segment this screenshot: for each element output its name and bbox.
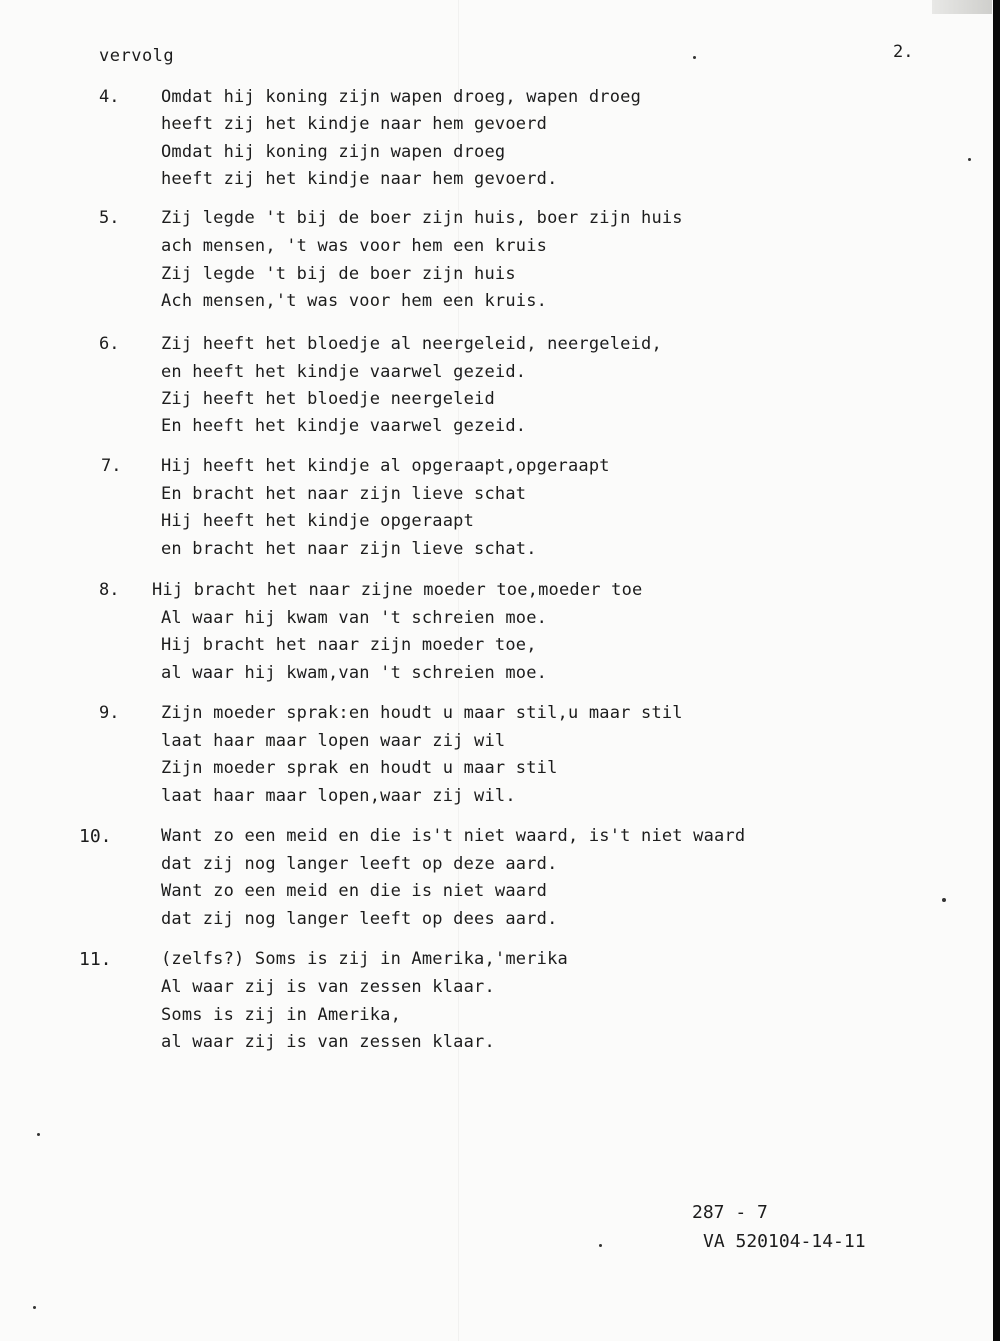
verse-line: Zij heeft het bloedje al neergeleid, neergeleid, — [161, 334, 662, 354]
stanza-number: 5. — [99, 208, 120, 228]
archive-code-2: VA 520104-14-11 — [703, 1231, 866, 1252]
verse-line: heeft zij het kindje naar hem gevoerd. — [161, 169, 558, 189]
verse-line: Al waar zij is van zessen klaar. — [161, 977, 495, 997]
verse-line: Hij heeft het kindje opgeraapt — [161, 511, 475, 531]
verse-line: Want zo een meid en die is niet waard — [161, 881, 548, 901]
stanza-number: 11. — [79, 949, 112, 970]
verse-line: Want zo een meid en die is't niet waard, is't niet waard — [161, 826, 746, 846]
scan-speck — [968, 158, 971, 161]
scan-edge — [993, 0, 1000, 1341]
verse-line: Zij legde 't bij de boer zijn huis, boer zijn huis — [161, 208, 683, 228]
verse-line: Hij heeft het kindje al opgeraapt,opgeraapt — [161, 456, 610, 476]
verse-line: Hij bracht het naar zijn moeder toe, — [161, 635, 537, 655]
stanza-number: 10. — [79, 826, 112, 847]
verse-line: al waar hij kwam,van 't schreien moe. — [161, 663, 548, 683]
verse-line: Ach mensen,'t was voor hem een kruis. — [161, 291, 548, 311]
verse-line: (zelfs?) Soms is zij in Amerika,'merika — [161, 949, 568, 969]
verse-line: Zij legde 't bij de boer zijn huis — [161, 264, 516, 284]
verse-line: dat zij nog langer leeft op dees aard. — [161, 909, 558, 929]
verse-line: Hij bracht het naar zijne moeder toe,moeder toe — [152, 580, 643, 600]
archive-code-1: 287 - 7 — [692, 1202, 768, 1223]
verse-line: Zijn moeder sprak:en houdt u maar stil,u maar stil — [161, 703, 683, 723]
verse-line: ach mensen, 't was voor hem een kruis — [161, 236, 548, 256]
verse-line: heeft zij het kindje naar hem gevoerd — [161, 114, 548, 134]
scan-speck — [37, 1133, 40, 1136]
verse-line: Al waar hij kwam van 't schreien moe. — [161, 608, 548, 628]
scan-speck — [942, 898, 946, 902]
verse-line: en bracht het naar zijn lieve schat. — [161, 539, 537, 559]
scan-speck — [33, 1306, 36, 1309]
verse-line: Omdat hij koning zijn wapen droeg, wapen droeg — [161, 87, 642, 107]
verse-line: laat haar maar lopen,waar zij wil. — [161, 786, 516, 806]
stanza-number: 9. — [99, 703, 120, 723]
verse-line: laat haar maar lopen waar zij wil — [161, 731, 506, 751]
verse-line: Zijn moeder sprak en houdt u maar stil — [161, 758, 558, 778]
verse-line: dat zij nog langer leeft op deze aard. — [161, 854, 558, 874]
verse-line: Omdat hij koning zijn wapen droeg — [161, 142, 506, 162]
verse-line: En bracht het naar zijn lieve schat — [161, 484, 527, 504]
header-continued-label: vervolg — [99, 46, 175, 66]
torn-corner — [932, 0, 992, 14]
verse-line: al waar zij is van zessen klaar. — [161, 1032, 495, 1052]
stanza-number: 7. — [101, 456, 122, 476]
verse-line: Zij heeft het bloedje neergeleid — [161, 389, 495, 409]
verse-line: Soms is zij in Amerika, — [161, 1005, 402, 1025]
stanza-number: 4. — [99, 87, 120, 107]
verse-line: en heeft het kindje vaarwel gezeid. — [161, 362, 527, 382]
verse-line: En heeft het kindje vaarwel gezeid. — [161, 416, 527, 436]
stanza-number: 6. — [99, 334, 120, 354]
page-number: 2. — [893, 42, 914, 62]
stanza-number: 8. — [99, 580, 120, 600]
scan-speck — [693, 56, 696, 59]
scan-speck — [599, 1244, 602, 1247]
